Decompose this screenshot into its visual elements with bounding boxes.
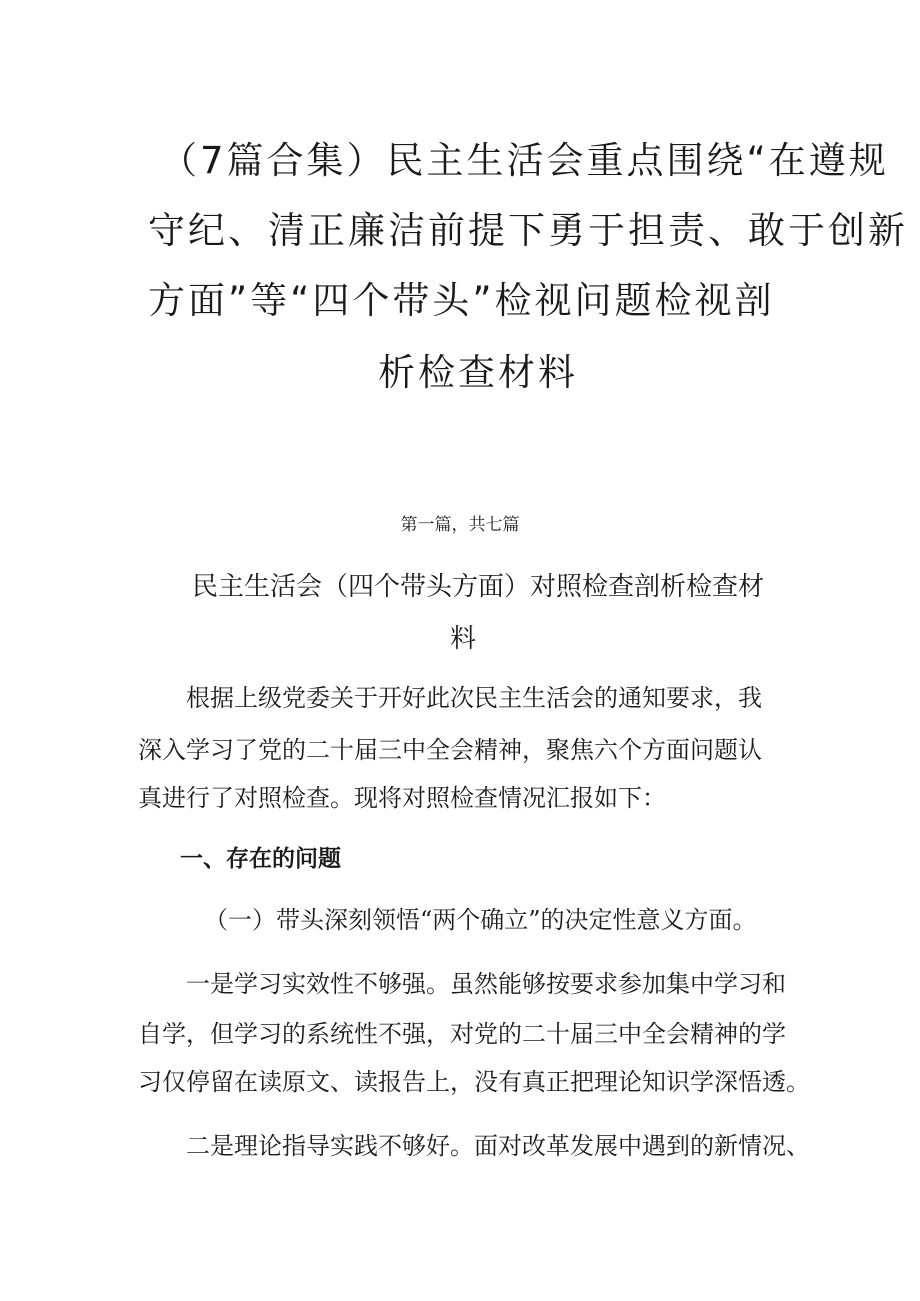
title-line-4: 析检查材料 <box>378 351 578 394</box>
point2-line-1: 二是理论指导实践不够好。面对改革发展中遇到的新情况、 <box>186 1132 810 1160</box>
intro-line-2: 深入学习了党的二十届三中全会精神，聚焦六个方面问题认 <box>138 736 762 764</box>
title-line-3: 方面”等“四个带头”检视问题检视剖 <box>148 279 775 322</box>
intro-line-1: 根据上级党委关于开好此次民主生活会的通知要求，我 <box>186 684 762 712</box>
subtitle-line-1: 民主生活会（四个带头方面）对照检查剖析检查材 <box>192 572 765 602</box>
subtitle-line-2: 料 <box>450 624 477 654</box>
point1-line-2: 自学，但学习的系统性不强，对党的二十届三中全会精神的学 <box>138 1020 786 1048</box>
title-line-2: 守纪、清正廉洁前提下勇于担责、敢于创新 <box>148 209 908 252</box>
part-label: 第一篇，共七篇 <box>400 515 520 535</box>
point1-line-1: 一是学习实效性不够强。虽然能够按要求参加集中学习和 <box>186 970 786 998</box>
intro-line-3: 真进行了对照检查。现将对照检查情况汇报如下： <box>138 784 666 812</box>
point1-line-3: 习仅停留在读原文、读报告上，没有真正把理论知识学深悟透。 <box>138 1068 810 1096</box>
subsection-heading: （一）带头深刻领悟“两个确立”的决定性意义方面。 <box>204 906 757 934</box>
section-heading: 一、存在的问题 <box>180 846 341 872</box>
title-line-1: （7篇合集）民主生活会重点围绕“在遵规 <box>160 139 889 182</box>
